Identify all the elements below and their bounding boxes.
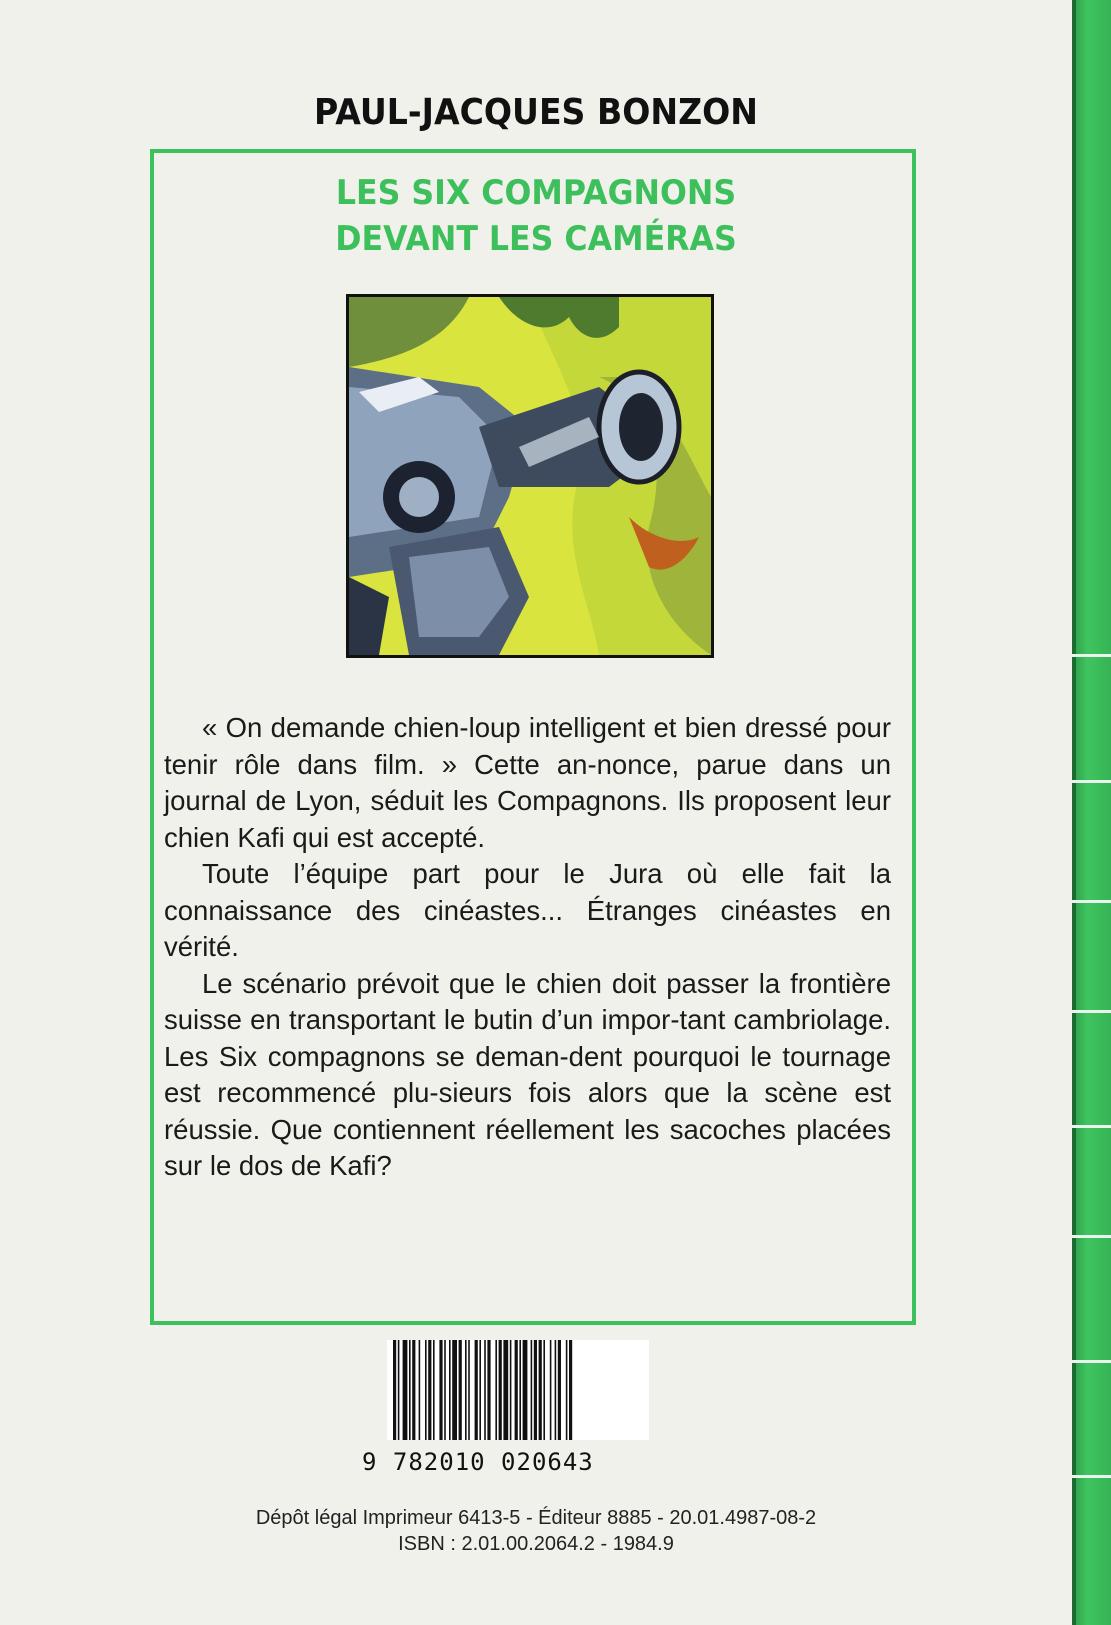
barcode-bar [487, 1340, 490, 1440]
barcode-bar [444, 1340, 446, 1440]
barcode-bar [558, 1340, 561, 1440]
spine-tick [1072, 780, 1111, 783]
barcode-bar [495, 1340, 497, 1440]
camera-illustration [346, 294, 714, 658]
barcode-bar [534, 1340, 537, 1440]
barcode-bar [433, 1340, 435, 1440]
barcode-bar [515, 1340, 518, 1440]
legal-info [0, 1505, 1072, 1557]
barcode-bar [539, 1340, 542, 1440]
spine-tick [1072, 1010, 1111, 1013]
barcode-bar [419, 1340, 421, 1440]
barcode-bar [425, 1340, 427, 1440]
barcode-bar [439, 1340, 442, 1440]
barcode-bar [555, 1340, 557, 1440]
blurb-paragraph-3: Le scénario prévoit que le chien doit passer la frontière suisse en transportant le butin d’un impor-tant cambriolage. Les Six compagnons se deman-dent pourquoi le tournage est recommencé plu-sieurs fois alors que la scène est réussie. Que contiennent réellement les sacoches placées sur le dos de Kafi? [164, 967, 891, 1181]
title-line-2: DEVANT LES CAMÉRAS [335, 219, 737, 259]
barcode-bar [550, 1340, 552, 1440]
blurb-paragraph-1: « On demande chien-loup intelligent et bien dressé pour tenir rôle dans film. » Cette an-nonce, parue dans un journal de Lyon, séduit les Compagnons. Ils proposent leur chien Kafi qui est accepté. [164, 712, 891, 853]
barcode-bar [484, 1340, 486, 1440]
spine-tick [1072, 1360, 1111, 1363]
barcode-digits: 9 782010 020643 [362, 1448, 594, 1476]
barcode-bar [510, 1340, 512, 1440]
barcode-bar [412, 1340, 415, 1440]
legal-line-1: Dépôt légal Imprimeur 6413-5 - Éditeur 8885 - 20.01.4987-08-2 [255, 1507, 817, 1529]
spine-tick [1072, 1125, 1111, 1128]
barcode-bar [531, 1340, 533, 1440]
barcode-bar [459, 1340, 462, 1440]
spine-tick [1072, 654, 1111, 657]
blurb-paragraph-2: Toute l’équipe part pour le Jura où elle fait la connaissance des cinéastes... Étranges cinéastes en vérité. [164, 858, 891, 962]
isbn-barcode [387, 1340, 649, 1440]
barcode-bar [452, 1340, 457, 1440]
isbn-line: ISBN : 2.01.00.2064.2 - 1984.9 [398, 1533, 674, 1555]
green-spine [1072, 0, 1111, 1625]
barcode-bar [475, 1340, 478, 1440]
barcode-bar [393, 1340, 396, 1440]
title-line-1: LES SIX COMPAGNONS [335, 173, 737, 213]
spine-tick [1072, 1475, 1111, 1478]
camera-illustration-art [349, 297, 711, 655]
spine-edge [1072, 0, 1076, 1625]
barcode-bar [449, 1340, 451, 1440]
barcode-bar [503, 1340, 508, 1440]
barcode-bar [403, 1340, 408, 1440]
barcode-bar [428, 1340, 431, 1440]
barcode-bar [398, 1340, 400, 1440]
spine-tick [1072, 900, 1111, 903]
barcode-bar [523, 1340, 528, 1440]
barcode-bar [499, 1340, 502, 1440]
barcode-bar [479, 1340, 481, 1440]
spine-tick [1072, 1235, 1111, 1238]
blurb-text [164, 710, 891, 1185]
barcode-bar [465, 1340, 467, 1440]
barcode-bar [468, 1340, 470, 1440]
author-name: PAUL-JACQUES BONZON [314, 92, 758, 133]
barcode-bar [409, 1340, 411, 1440]
barcode-bar [519, 1340, 521, 1440]
barcode-bar [543, 1340, 545, 1440]
book-title [38, 170, 1035, 262]
barcode-bar [566, 1340, 568, 1440]
barcode-bar [569, 1340, 572, 1440]
